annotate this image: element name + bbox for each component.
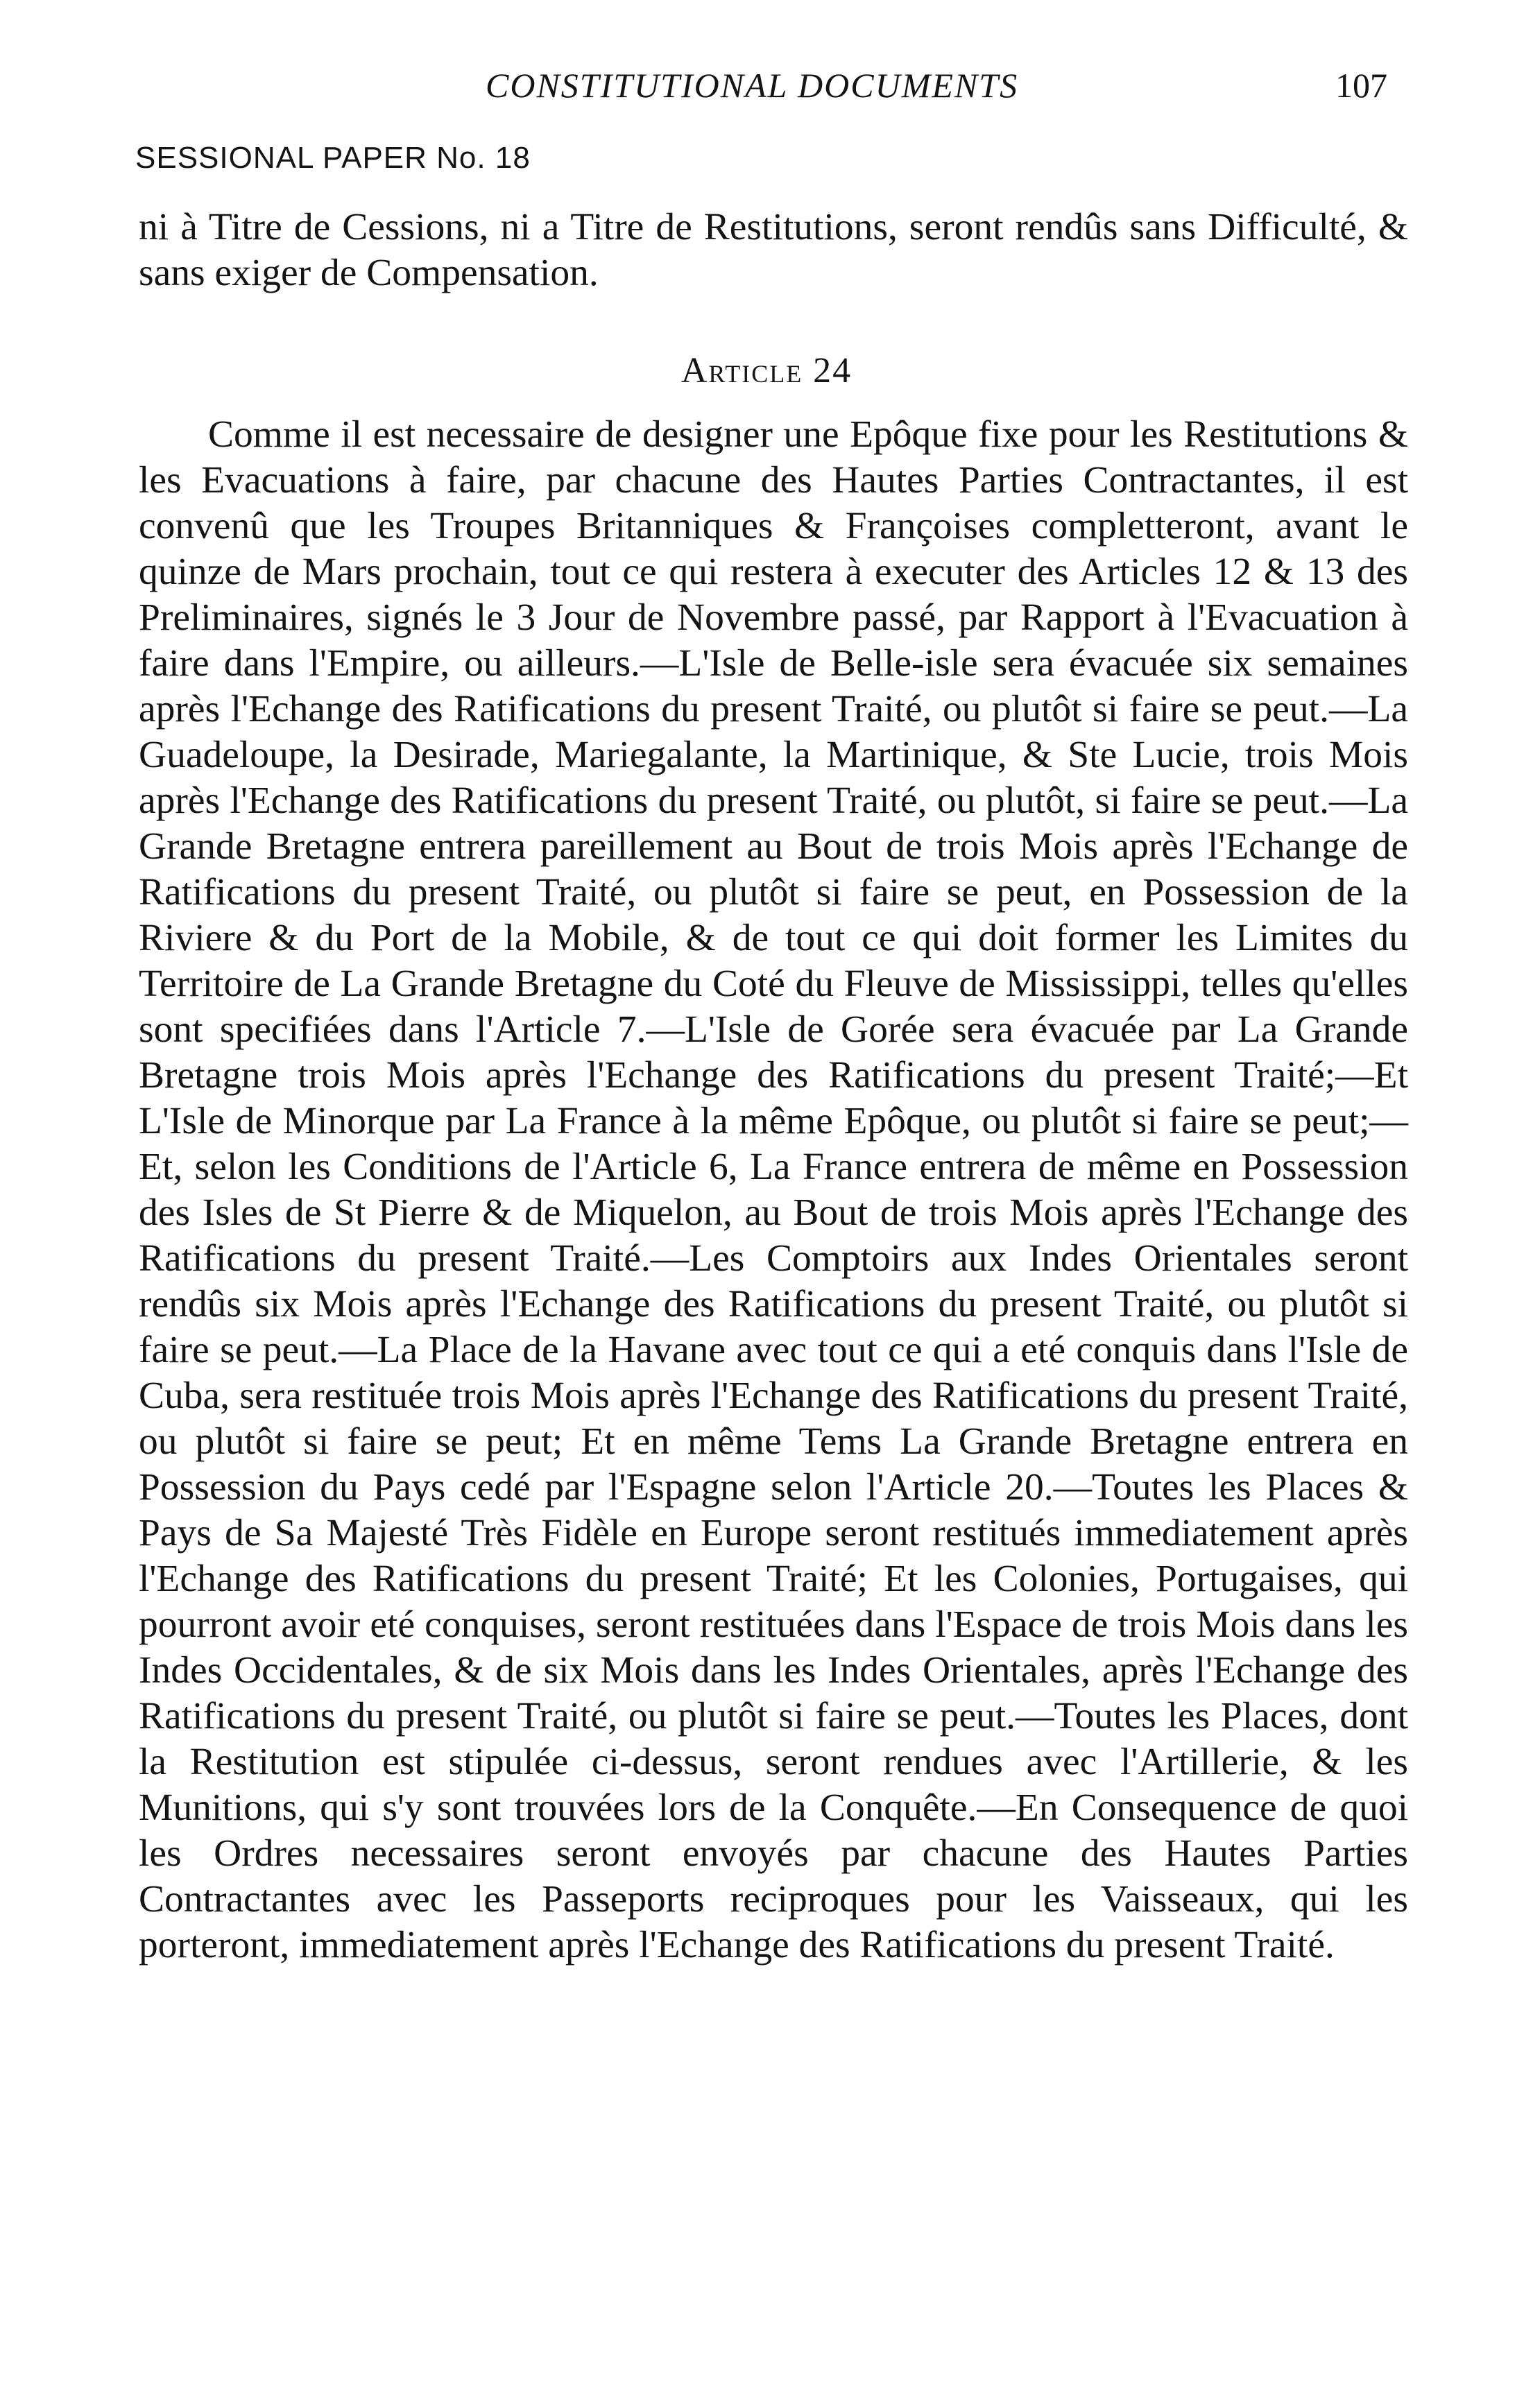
article-body [139,412,1408,1968]
article-heading: Article 24 [680,351,853,390]
running-header [0,61,1533,110]
article-paragraph: Comme il est necessaire de designer une Epôque fixe pour les Restitutions & les Evacuations à faire, par chacune des Hautes Parties Contractantes, il est convenû que les Troupes Britanniques & Françoises completteront, avant le quinze de Mars prochain, tout ce qui restera à executer des Articles 12 & 13 des Preliminaires, signés le 3 Jour de Novembre passé, par Rapport à l'Evacuation à faire dans l'Empire, ou ailleurs.—L'Isle de Belle-isle sera évacuée six semaines après l'Echange des Ratifications du present Traité, ou plutôt si faire se peut.—La Guadeloupe, la Desirade, Mariegalante, la Martinique, & Ste Lucie, trois Mois après l'Echange des Ratifications du present Traité, ou plutôt, si faire se peut.—La Grande Bretagne entrera pareillement au Bout de trois Mois après l'Echange de Ratifications du present Traité, ou plutôt si faire se peut, en Possession de la Riviere & du Port de la Mobile, & de tout ce qui doit former les Limites du Territoire de La Grande Bretagne du Coté du Fleuve de Mississippi, telles qu'elles sont specifiées dans l'Article 7.—L'Isle de Gorée sera évacuée par La Grande Bretagne trois Mois après l'Echange des Ratifications du present Traité;—Et L'Isle de Minorque par La France à la même Epôque, ou plutôt si faire se peut;—Et, selon les Conditions de l'Article 6, La France entrera de même en Possession des Isles de St Pierre & de Miquelon, au Bout de trois Mois après l'Echange des Ratifications du present Traité.—Les Comptoirs aux Indes Orientales seront rendûs six Mois après l'Echange des Ratifications du present Traité, ou plutôt si faire se peut.—La Place de la Havane avec tout ce qui a eté conquis dans l'Isle de Cuba, sera restituée trois Mois après l'Echange des Ratifications du present Traité, ou plutôt si faire se peut; Et en même Tems La Grande Bretagne entrera en Possession du Pays cedé par l'Espagne selon l'Article 20.—Toutes les Places & Pays de Sa Majesté Très Fidèle en Europe seront restitués immediatement après l'Echange des Ratifications du present Traité; Et les Colonies, Portugaises, qui pourront avoir eté conquises, seront restituées dans l'Espace de trois Mois dans les Indes Occidentales, & de six Mois dans les Indes Orientales, après l'Echange des Ratifications du present Traité, ou plutôt si faire se peut.—Toutes les Places, dont la Restitution est stipulée ci-dessus, seront rendues avec l'Artillerie, & les Munitions, qui s'y sont trouvées lors de la Conquête.—En Consequence de quoi les Ordres necessaires seront envoyés par chacune des Hautes Parties Contractantes avec les Passeports reciproques pour les Vaisseaux, qui les porteront, immediatement après l'Echange des Ratifications du present Traité. [139,413,1408,1966]
continuation-paragraph: ni à Titre de Cessions, ni a Titre de Restitutions, seront rendûs sans Difficulté, & sans exiger de Compensation. [139,206,1408,294]
sessional-paper-label: SESSIONAL PAPER No. 18 [135,141,531,175]
page-number: 107 [1335,66,1387,105]
running-title: CONSTITUTIONAL DOCUMENTS [486,66,1019,105]
